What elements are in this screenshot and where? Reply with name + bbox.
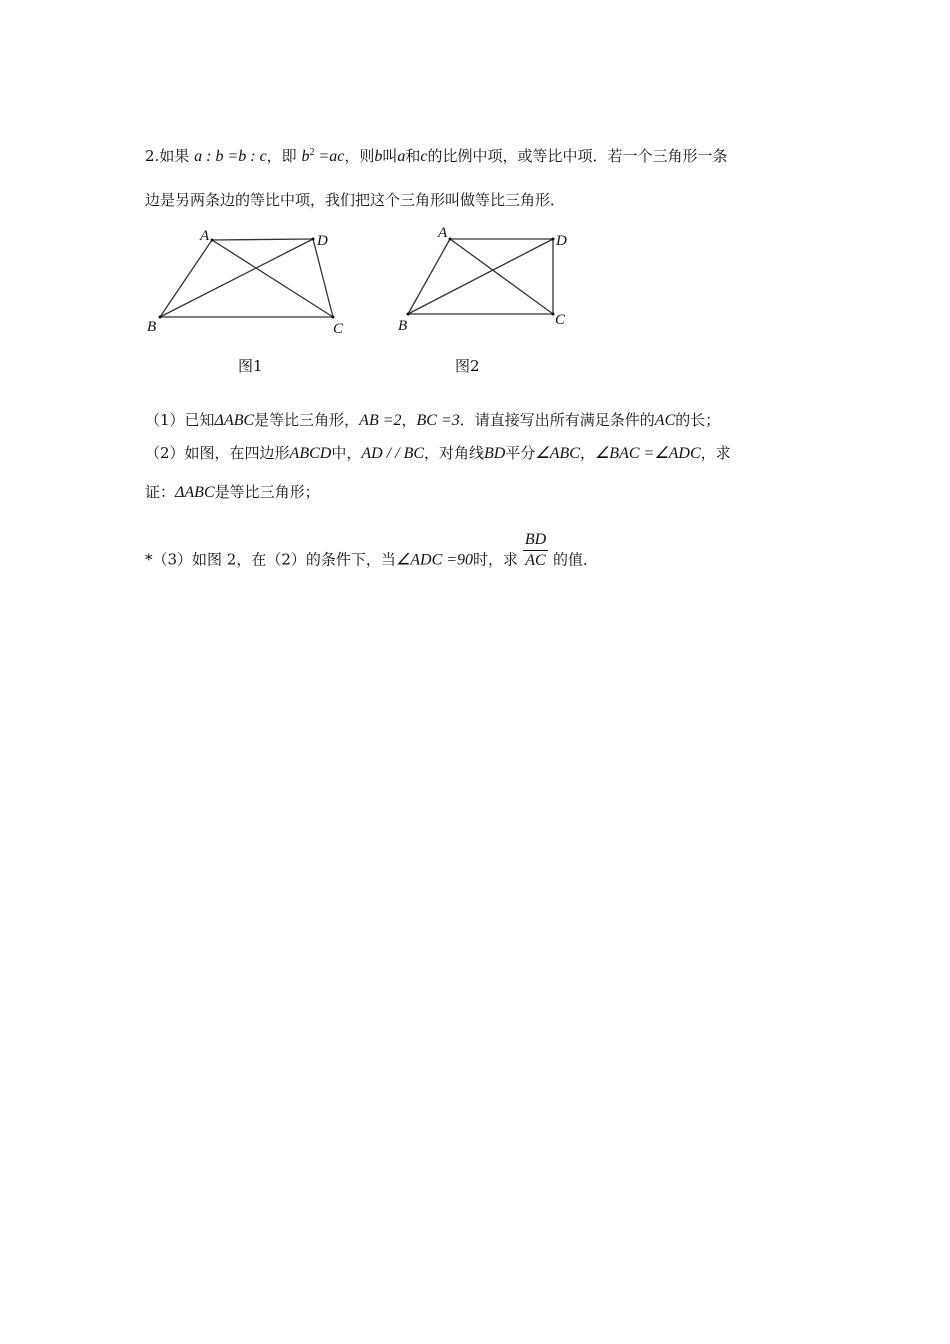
label-A: A bbox=[438, 225, 448, 241]
label-D: D bbox=[556, 233, 567, 249]
problem-number: 2. bbox=[145, 147, 160, 165]
math-b: b bbox=[301, 148, 310, 165]
part-2-line-2 bbox=[145, 482, 320, 503]
figure-1-caption: 图1 bbox=[238, 357, 263, 375]
figure-2-caption: 图2 bbox=[455, 357, 480, 375]
part-1 bbox=[145, 410, 720, 431]
math: ABCD bbox=[289, 445, 332, 462]
math-ac: =ac bbox=[314, 148, 345, 165]
text: ，对角线 bbox=[424, 444, 485, 462]
math-b2: b bbox=[374, 148, 383, 165]
label-B: B bbox=[398, 318, 408, 334]
text: *（3）如图 2，在（2）的条件下，当 bbox=[145, 550, 396, 569]
math: ΔABC bbox=[175, 484, 215, 501]
math-c: c bbox=[420, 148, 428, 165]
text: 如果 bbox=[159, 147, 190, 165]
fraction-denominator: AC bbox=[525, 552, 546, 569]
label-A: A bbox=[200, 228, 210, 244]
problem-intro-line-2: 边是另两条边的等比中项，我们把这个三角形叫做等比三角形． bbox=[145, 191, 566, 209]
text: 时，求 bbox=[473, 550, 519, 569]
problem-intro-line-1 bbox=[145, 143, 728, 167]
text: 的长； bbox=[675, 411, 721, 429]
math: ∠ADC =90 bbox=[395, 551, 474, 569]
label-C: C bbox=[333, 321, 344, 337]
text: 中， bbox=[331, 444, 362, 462]
label-C: C bbox=[555, 312, 566, 328]
text: 的比例中项，或等比中项．若一个三角形一条 bbox=[427, 147, 728, 165]
text: （1）已知 bbox=[145, 411, 215, 429]
math-a: a bbox=[397, 148, 406, 165]
text: 是等比三角形； bbox=[214, 483, 320, 501]
text: ， bbox=[401, 411, 417, 429]
math: BC =3 bbox=[416, 412, 460, 429]
text: ，即 bbox=[266, 147, 297, 165]
text: 的值． bbox=[552, 550, 598, 569]
part-2-line-1 bbox=[145, 443, 731, 464]
text: 是等比三角形， bbox=[254, 411, 360, 429]
text: 平分 bbox=[505, 444, 536, 462]
math: ∠BAC =∠ADC bbox=[594, 445, 701, 462]
math: AB =2 bbox=[359, 412, 402, 429]
text: ．请直接写出所有满足条件的 bbox=[459, 411, 655, 429]
text: 证： bbox=[145, 483, 176, 501]
label-D: D bbox=[317, 233, 328, 249]
text: （2）如图，在四边形 bbox=[145, 444, 290, 462]
figure-2-right-trapezoid bbox=[390, 220, 590, 350]
math: ΔABC bbox=[214, 412, 255, 429]
math: AC bbox=[654, 412, 676, 429]
math: AD / / BC bbox=[361, 445, 425, 462]
text: 和 bbox=[405, 147, 421, 165]
label-B: B bbox=[147, 319, 157, 335]
math-ratio: a : b =b : c bbox=[194, 148, 267, 165]
math: BD bbox=[484, 445, 506, 462]
part-3 bbox=[145, 531, 598, 581]
math: ∠ABC bbox=[535, 445, 580, 462]
fraction-numerator: BD bbox=[523, 530, 548, 551]
text: 叫 bbox=[382, 147, 398, 165]
text: ， bbox=[579, 444, 595, 462]
text: ，求 bbox=[700, 444, 731, 462]
math-sup: 2 bbox=[309, 147, 315, 158]
figure-1-trapezoid bbox=[140, 220, 360, 350]
text: ，则 bbox=[344, 147, 375, 165]
fraction-bd-over-ac bbox=[523, 530, 548, 571]
